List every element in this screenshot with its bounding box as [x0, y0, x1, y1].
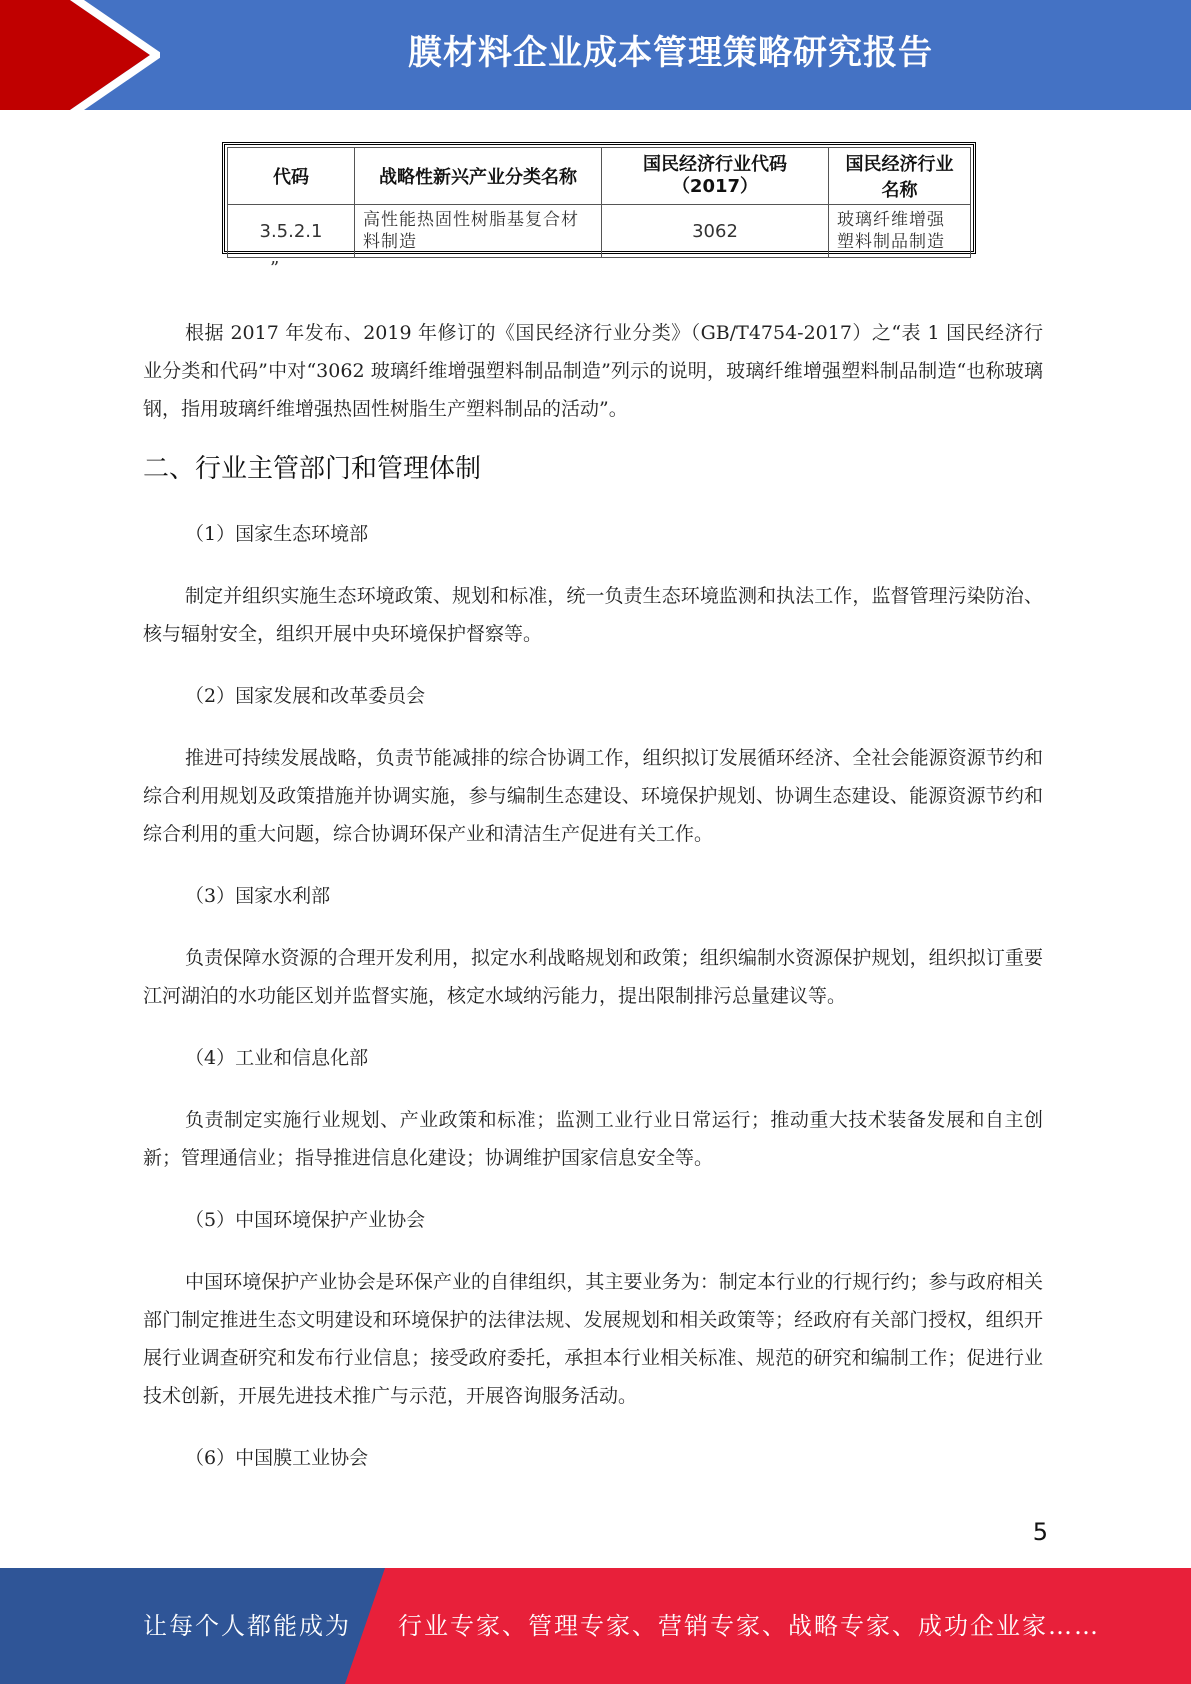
closing-quote: ”	[270, 258, 280, 279]
red-chevron-decoration	[0, 0, 160, 110]
item-paragraph: 负责制定实施行业规划、产业政策和标准；监测工业行业日常运行；推动重大技术装备发展和自主创新；管理通信业；指导推进信息化建设；协调维护国家信息安全等。	[143, 1109, 1043, 1169]
page-header	[0, 0, 1191, 110]
item-title: （3）国家水利部	[185, 885, 331, 907]
table-cell: 3062	[602, 205, 829, 258]
footer-slogan-left: 让每个人都能成为	[143, 1612, 351, 1640]
report-title: 膜材料企业成本管理策略研究报告	[408, 33, 933, 73]
item-title: （1）国家生态环境部	[185, 523, 369, 545]
classification-table	[222, 142, 976, 254]
table-header-row	[228, 148, 971, 205]
section-heading: 二、行业主管部门和管理体制	[143, 454, 482, 484]
table-header-cell: 代码	[228, 148, 355, 205]
item-paragraph: 制定并组织实施生态环境政策、规划和标准，统一负责生态环境监测和执法工作，监督管理污染防治、核与辐射安全，组织开展中央环境保护督察等。	[143, 585, 1043, 645]
intro-paragraph: 根据 2017 年发布、2019 年修订的《国民经济行业分类》（GB/T4754-2017）之“表 1 国民经济行业分类和代码”中对“3062 玻璃纤维增强塑料制品制造”列示的说明，玻璃纤维增强塑料制品制造“也称玻璃钢，指用玻璃纤维增强热固性树脂生产塑料制品的活动”。	[143, 322, 1043, 420]
table-header-cell: 战略性新兴产业分类名称	[355, 148, 602, 205]
table-cell: 3.5.2.1	[228, 205, 355, 258]
table-cell: 玻璃纤维增强塑料制品制造	[829, 205, 971, 258]
table-header-text: 国民经济行业代码（2017）	[643, 154, 787, 197]
page-number: 5	[1032, 1518, 1048, 1546]
table-header-cell: 国民经济行业名称	[829, 148, 971, 205]
table-cell: 高性能热固性树脂基复合材料制造	[355, 205, 602, 258]
item-title: （2）国家发展和改革委员会	[185, 685, 426, 707]
table-header-cell	[602, 148, 829, 205]
footer-slogan-right: 行业专家、管理专家、营销专家、战略专家、成功企业家……	[398, 1612, 1100, 1640]
item-paragraph: 推进可持续发展战略，负责节能减排的综合协调工作，组织拟订发展循环经济、全社会能源资源节约和综合利用规划及政策措施并协调实施，参与编制生态建设、环境保护规划、协调生态建设、能源资源节约和综合利用的重大问题，综合协调环保产业和清洁生产促进有关工作。	[143, 747, 1043, 845]
item-paragraph: 负责保障水资源的合理开发利用，拟定水利战略规划和政策；组织编制水资源保护规划，组织拟订重要江河湖泊的水功能区划并监督实施，核定水域纳污能力，提出限制排污总量建议等。	[143, 947, 1043, 1007]
table-row	[228, 205, 971, 258]
item-title: （4）工业和信息化部	[185, 1047, 369, 1069]
item-title: （6）中国膜工业协会	[185, 1447, 369, 1469]
page-footer	[0, 1568, 1191, 1684]
item-paragraph: 中国环境保护产业协会是环保产业的自律组织，其主要业务为：制定本行业的行规行约；参与政府相关部门制定推进生态文明建设和环境保护的法律法规、发展规划和相关政策等；经政府有关部门授权，组织开展行业调查研究和发布行业信息；接受政府委托，承担本行业相关标准、规范的研究和编制工作；促进行业技术创新，开展先进技术推广与示范，开展咨询服务活动。	[143, 1271, 1043, 1407]
item-title: （5）中国环境保护产业协会	[185, 1209, 426, 1231]
